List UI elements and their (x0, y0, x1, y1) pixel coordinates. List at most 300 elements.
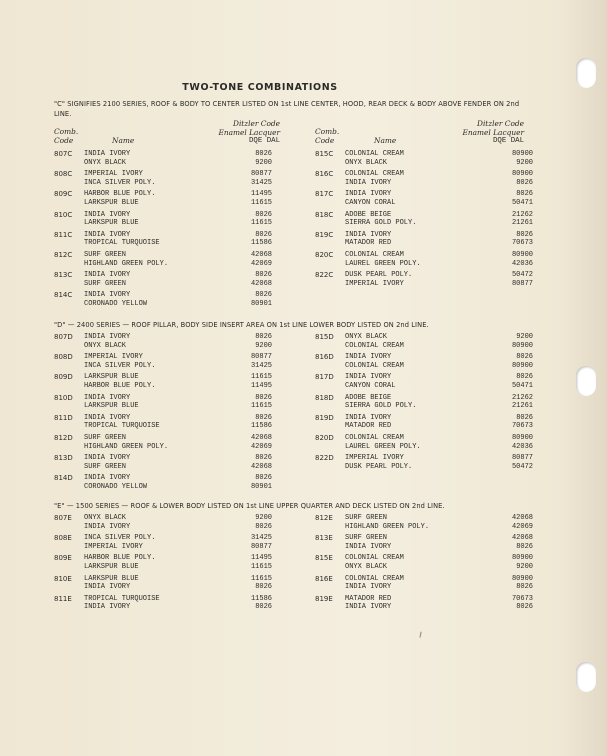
comb-code: 808D (54, 353, 73, 362)
color-name: INDIA IVORY (84, 333, 131, 341)
ditzler-codes (493, 414, 533, 431)
ditzler-code: 21261 (511, 402, 533, 411)
combination-entry (54, 514, 294, 532)
color-name: ADOBE BEIGE (345, 210, 392, 219)
ditzler-code: 80900 (511, 434, 533, 442)
color-names (345, 251, 421, 268)
ditzler-code: 80877 (250, 353, 272, 362)
color-names (84, 534, 155, 551)
color-name: TROPICAL TURQUOISE (84, 239, 160, 248)
ditzler-codes (493, 575, 533, 592)
color-name: ONYX BLACK (345, 562, 388, 571)
comb-code: 810E (54, 574, 72, 583)
color-names (84, 190, 155, 207)
ditzler-code: 80900 (511, 251, 533, 259)
color-name: LARKSPUR BLUE (84, 219, 139, 228)
color-name: SURF GREEN (84, 434, 127, 442)
color-name: TROPICAL TURQUOISE (84, 422, 160, 431)
ditzler-code: 11615 (250, 574, 272, 583)
color-name: ONYX BLACK (84, 514, 127, 522)
comb-code: 816E (315, 574, 333, 583)
combination-entry (54, 271, 294, 289)
color-name: CORONADO YELLOW (84, 482, 148, 491)
ditzler-code: 50471 (511, 381, 533, 390)
combination-entry (315, 554, 555, 572)
color-name: IMPERIAL IVORY (345, 279, 404, 288)
ditzler-code: 8026 (255, 522, 272, 531)
ditzler-code: 50472 (511, 462, 533, 471)
ditzler-code: 8026 (516, 230, 533, 239)
color-names (345, 414, 391, 431)
page-title: TWO-TONE COMBINATIONS (182, 82, 338, 93)
ditzler-code: 8026 (255, 210, 272, 219)
color-name: INDIA IVORY (84, 583, 131, 592)
ditzler-codes (493, 353, 533, 370)
color-name: INDIA IVORY (345, 230, 392, 239)
ditzler-code: 9200 (516, 158, 533, 167)
combination-entry (54, 394, 294, 412)
color-name: HARBOR BLUE POLY. (84, 190, 156, 199)
combination-entry (54, 414, 294, 432)
pencil-mark (419, 632, 424, 639)
color-names (345, 534, 391, 551)
color-name: LARKSPUR BLUE (84, 198, 139, 207)
ditzler-code: 8026 (516, 542, 533, 551)
combination-entry (315, 595, 555, 613)
comb-code: 811D (54, 413, 73, 422)
comb-code: 815C (315, 150, 334, 158)
color-names (345, 595, 391, 612)
comb-code: 807C (54, 150, 73, 158)
comb-code: 807E (54, 514, 72, 522)
combination-entry (315, 211, 555, 229)
ditzler-code: 8026 (255, 454, 272, 463)
combination-entry (315, 414, 555, 432)
binder-hole-bottom (576, 662, 596, 692)
ditzler-code: 21261 (511, 219, 533, 228)
ditzler-code: 11586 (250, 594, 272, 603)
ditzler-codes (232, 251, 272, 268)
ditzler-code: 31425 (250, 178, 272, 187)
color-name: SURF GREEN (84, 279, 127, 288)
ditzler-codes (493, 150, 533, 167)
combination-entry (315, 150, 555, 168)
color-name: INDIA IVORY (84, 291, 131, 300)
ditzler-code: 42068 (250, 462, 272, 471)
combination-entry (54, 291, 294, 309)
combination-entry (54, 454, 294, 472)
color-name: INDIA IVORY (84, 393, 131, 402)
color-names (84, 353, 155, 370)
ditzler-code: 9200 (255, 341, 272, 350)
ditzler-code: 50472 (511, 271, 533, 280)
combination-entry (54, 373, 294, 391)
combination-entry (54, 190, 294, 208)
color-name: COLONIAL CREAM (345, 251, 404, 259)
combination-entry (54, 595, 294, 613)
combination-entry (315, 231, 555, 249)
comb-code: 813C (54, 271, 73, 280)
color-name: COLONIAL CREAM (345, 574, 404, 583)
binder-hole-top (576, 58, 596, 88)
ditzler-codes (493, 454, 533, 471)
color-name: SURF GREEN (345, 514, 388, 522)
ditzler-code: 70673 (511, 422, 533, 431)
ditzler-code: 80877 (250, 170, 272, 179)
ditzler-code: 80877 (511, 279, 533, 288)
color-names (84, 170, 155, 187)
combination-entry (54, 333, 294, 351)
color-name: INDIA IVORY (345, 373, 392, 382)
ditzler-code: 21262 (511, 210, 533, 219)
comb-code: 807D (54, 333, 73, 341)
color-names (345, 454, 412, 471)
ditzler-codes (232, 554, 272, 571)
section-e-intro: "E" — 1500 SERIES — ROOF & LOWER BODY LISTED ON 1st LINE UPPER QUARTER AND DECK LISTED ON 2nd LINE. (54, 501, 445, 510)
header-left-comb: Comb. Code (54, 127, 79, 145)
ditzler-codes (493, 211, 533, 228)
color-names (84, 554, 155, 571)
color-names (84, 150, 130, 167)
color-name: INDIA IVORY (84, 150, 131, 158)
color-name: CANYON CORAL (345, 198, 396, 207)
color-names (84, 373, 155, 390)
combination-entry (54, 534, 294, 552)
ditzler-code: 8026 (516, 603, 533, 612)
ditzler-code: 31425 (250, 534, 272, 543)
ditzler-code: 8026 (255, 291, 272, 300)
color-names (84, 575, 139, 592)
color-names (345, 554, 404, 571)
comb-code: 812D (54, 434, 73, 442)
color-names (84, 595, 160, 612)
color-name: LAUREL GREEN POLY. (345, 259, 421, 268)
color-names (84, 291, 147, 308)
ditzler-code: 31425 (250, 361, 272, 370)
ditzler-codes (232, 150, 272, 167)
color-name: INDIA IVORY (345, 353, 392, 362)
ditzler-code: 8026 (255, 230, 272, 239)
color-name: INCA SILVER POLY. (84, 534, 156, 543)
color-name: COLONIAL CREAM (345, 434, 404, 442)
ditzler-code: 8026 (516, 583, 533, 592)
comb-code: 812E (315, 514, 333, 522)
combination-entry (315, 514, 555, 532)
comb-code: 815D (315, 333, 334, 341)
color-name: HIGHLAND GREEN POLY. (84, 259, 169, 268)
ditzler-code: 8026 (516, 373, 533, 382)
ditzler-code: 42068 (250, 279, 272, 288)
ditzler-code: 80900 (511, 150, 533, 158)
ditzler-code: 80877 (250, 542, 272, 551)
comb-code: 815E (315, 554, 333, 563)
color-name: LARKSPUR BLUE (84, 574, 139, 583)
ditzler-code: 9200 (255, 514, 272, 522)
ditzler-code: 8026 (516, 353, 533, 362)
color-names (345, 394, 416, 411)
combination-entry (54, 554, 294, 572)
color-name: SIERRA GOLD POLY. (345, 402, 417, 411)
ditzler-code: 80900 (511, 554, 533, 563)
color-name: SURF GREEN (84, 251, 127, 259)
combination-entry (54, 170, 294, 188)
combination-entry (315, 170, 555, 188)
ditzler-code: 21262 (511, 393, 533, 402)
ditzler-code: 80901 (250, 299, 272, 308)
color-name: IMPERIAL IVORY (84, 170, 143, 179)
comb-code: 808C (54, 170, 73, 179)
color-name: LARKSPUR BLUE (84, 373, 139, 382)
comb-code: 809E (54, 554, 72, 563)
color-name: CANYON CORAL (345, 381, 396, 390)
ditzler-code: 80877 (511, 454, 533, 463)
color-names (345, 353, 404, 370)
header-right-comb: Comb. Code (315, 127, 340, 145)
color-name: DUSK PEARL POLY. (345, 271, 413, 280)
color-name: MATADOR RED (345, 239, 392, 248)
ditzler-code: 8026 (255, 603, 272, 612)
comb-code: 811C (54, 230, 73, 239)
color-name: SIERRA GOLD POLY. (345, 219, 417, 228)
comb-code: 813D (54, 454, 73, 463)
color-name: COLONIAL CREAM (345, 554, 404, 563)
ditzler-codes (232, 190, 272, 207)
ditzler-code: 80900 (511, 574, 533, 583)
ditzler-codes (493, 514, 533, 531)
ditzler-codes (493, 251, 533, 268)
comb-code: 810C (54, 210, 73, 219)
ditzler-codes (232, 595, 272, 612)
ditzler-code: 11495 (250, 381, 272, 390)
combination-entry (54, 575, 294, 593)
ditzler-codes (232, 373, 272, 390)
ditzler-code: 11615 (250, 373, 272, 382)
ditzler-codes (493, 554, 533, 571)
color-name: TROPICAL TURQUOISE (84, 594, 160, 603)
ditzler-codes (232, 170, 272, 187)
color-name: INDIA IVORY (84, 454, 131, 463)
comb-code: 822C (315, 271, 334, 280)
section-d-intro: "D" — 2400 SERIES — ROOF PILLAR, BODY SIDE INSERT AREA ON 1st LINE LOWER BODY LISTED ON 2nd LINE. (54, 320, 429, 329)
ditzler-code: 8026 (255, 150, 272, 158)
ditzler-codes (232, 353, 272, 370)
comb-code: 814D (54, 474, 73, 483)
color-name: INDIA IVORY (84, 603, 131, 612)
color-name: INDIA IVORY (345, 178, 392, 187)
color-name: INDIA IVORY (84, 522, 131, 531)
ditzler-codes (232, 474, 272, 491)
color-name: HARBOR BLUE POLY. (84, 381, 156, 390)
color-name: INDIA IVORY (84, 413, 131, 422)
color-name: COLONIAL CREAM (345, 361, 404, 370)
ditzler-codes (493, 190, 533, 207)
ditzler-code: 9200 (516, 333, 533, 341)
color-name: INDIA IVORY (84, 474, 131, 483)
comb-code: 813E (315, 534, 333, 543)
ditzler-codes (493, 394, 533, 411)
ditzler-code: 42068 (250, 434, 272, 442)
color-name: HARBOR BLUE POLY. (84, 554, 156, 563)
ditzler-code: 8026 (516, 190, 533, 199)
ditzler-code: 80900 (511, 341, 533, 350)
color-name: INCA SILVER POLY. (84, 361, 156, 370)
comb-code: 822D (315, 454, 334, 463)
color-names (84, 434, 168, 451)
ditzler-code: 50471 (511, 198, 533, 207)
ditzler-code: 80900 (511, 361, 533, 370)
combination-entry (315, 394, 555, 412)
color-name: LARKSPUR BLUE (84, 402, 139, 411)
color-name: SURF GREEN (84, 462, 127, 471)
comb-code: 816C (315, 170, 334, 179)
color-name: HIGHLAND GREEN POLY. (84, 442, 169, 451)
ditzler-code: 42069 (250, 259, 272, 268)
ditzler-code: 42068 (250, 251, 272, 259)
color-name: DUSK PEARL POLY. (345, 462, 413, 471)
color-names (84, 231, 160, 248)
combination-entry (315, 353, 555, 371)
color-names (84, 514, 130, 531)
ditzler-code: 11495 (250, 554, 272, 563)
comb-code: 808E (54, 534, 72, 543)
ditzler-codes (232, 333, 272, 350)
color-name: IMPERIAL IVORY (84, 353, 143, 362)
ditzler-code: 42068 (511, 534, 533, 543)
color-name: INDIA IVORY (345, 583, 392, 592)
color-name: SURF GREEN (345, 534, 388, 543)
comb-code: 820D (315, 434, 334, 442)
ditzler-codes (493, 595, 533, 612)
binder-hole-middle (576, 366, 596, 396)
color-names (345, 211, 416, 228)
ditzler-codes (232, 414, 272, 431)
ditzler-code: 80900 (511, 170, 533, 179)
color-names (345, 190, 395, 207)
color-name: IMPERIAL IVORY (345, 454, 404, 463)
ditzler-code: 8026 (255, 413, 272, 422)
color-names (345, 434, 421, 451)
ditzler-code: 42069 (511, 522, 533, 531)
color-name: COLONIAL CREAM (345, 170, 404, 179)
color-names (84, 394, 139, 411)
color-name: INDIA IVORY (84, 230, 131, 239)
color-name: LAUREL GREEN POLY. (345, 442, 421, 451)
color-name: COLONIAL CREAM (345, 341, 404, 350)
color-names (84, 211, 139, 228)
combination-entry (315, 271, 555, 289)
comb-code: 818C (315, 210, 334, 219)
ditzler-code: 11586 (250, 422, 272, 431)
section-c-intro: "C" SIGNIFIES 2100 SERIES, ROOF & BODY TO CENTER LISTED ON 1st LINE CENTER, HOOD, REAR DECK & BODY ABOVE FENDER ON 2nd LINE. (54, 99, 520, 118)
color-names (345, 150, 404, 167)
comb-code: 817C (315, 190, 334, 199)
ditzler-codes (232, 394, 272, 411)
color-names (84, 414, 160, 431)
ditzler-code: 8026 (516, 413, 533, 422)
color-name: COLONIAL CREAM (345, 150, 404, 158)
combination-entry (315, 333, 555, 351)
header-left-ditzler: Ditzler Code Enamel Lacquer DQE DAL (218, 119, 280, 145)
ditzler-codes (493, 231, 533, 248)
comb-code: 819E (315, 594, 333, 603)
comb-code: 820C (315, 251, 334, 259)
color-name: CORONADO YELLOW (84, 299, 148, 308)
color-names (84, 333, 130, 350)
ditzler-code: 42069 (250, 442, 272, 451)
combination-entry (54, 251, 294, 269)
comb-code: 809D (54, 373, 73, 382)
color-names (345, 575, 404, 592)
comb-code: 810D (54, 393, 73, 402)
comb-code: 814C (54, 291, 73, 300)
color-name: INDIA IVORY (84, 271, 131, 280)
comb-code: 811E (54, 594, 72, 603)
combination-entry (315, 373, 555, 391)
ditzler-codes (493, 170, 533, 187)
ditzler-code: 9200 (516, 562, 533, 571)
color-name: ADOBE BEIGE (345, 393, 392, 402)
ditzler-codes (232, 434, 272, 451)
color-name: ONYX BLACK (345, 333, 388, 341)
color-name: INDIA IVORY (345, 413, 392, 422)
header-right-name: Name (374, 136, 397, 145)
ditzler-codes (232, 291, 272, 308)
ditzler-codes (493, 434, 533, 451)
ditzler-code: 8026 (255, 583, 272, 592)
ditzler-code: 11495 (250, 190, 272, 199)
color-names (84, 474, 147, 491)
ditzler-code: 42068 (511, 514, 533, 522)
color-name: LARKSPUR BLUE (84, 562, 139, 571)
combination-entry (315, 190, 555, 208)
ditzler-code: 8026 (255, 474, 272, 483)
ditzler-codes (232, 454, 272, 471)
ditzler-code: 70673 (511, 239, 533, 248)
combination-entry (315, 434, 555, 452)
color-names (345, 333, 404, 350)
color-name: INDIA IVORY (345, 603, 392, 612)
ditzler-codes (232, 534, 272, 551)
color-name: INDIA IVORY (345, 190, 392, 199)
ditzler-code: 42036 (511, 442, 533, 451)
comb-code: 816D (315, 353, 334, 362)
header-right-ditzler: Ditzler Code Enamel Lacquer DQE DAL (462, 119, 524, 145)
combination-entry (54, 231, 294, 249)
color-name: ONYX BLACK (345, 158, 388, 167)
color-name: INCA SILVER POLY. (84, 178, 156, 187)
comb-code: 809C (54, 190, 73, 199)
color-names (345, 170, 404, 187)
color-names (84, 251, 168, 268)
ditzler-code: 8026 (255, 333, 272, 341)
header-left-name: Name (112, 136, 135, 145)
ditzler-codes (493, 333, 533, 350)
color-name: IMPERIAL IVORY (84, 542, 143, 551)
ditzler-code: 80901 (250, 482, 272, 491)
combination-entry (315, 575, 555, 593)
combination-entry (54, 353, 294, 371)
color-name: INDIA IVORY (345, 542, 392, 551)
color-names (84, 454, 130, 471)
ditzler-code: 11615 (250, 219, 272, 228)
ditzler-codes (232, 514, 272, 531)
color-names (345, 271, 412, 288)
comb-code: 819D (315, 413, 334, 422)
ditzler-codes (232, 211, 272, 228)
ditzler-codes (232, 271, 272, 288)
ditzler-code: 42036 (511, 259, 533, 268)
combination-entry (315, 251, 555, 269)
